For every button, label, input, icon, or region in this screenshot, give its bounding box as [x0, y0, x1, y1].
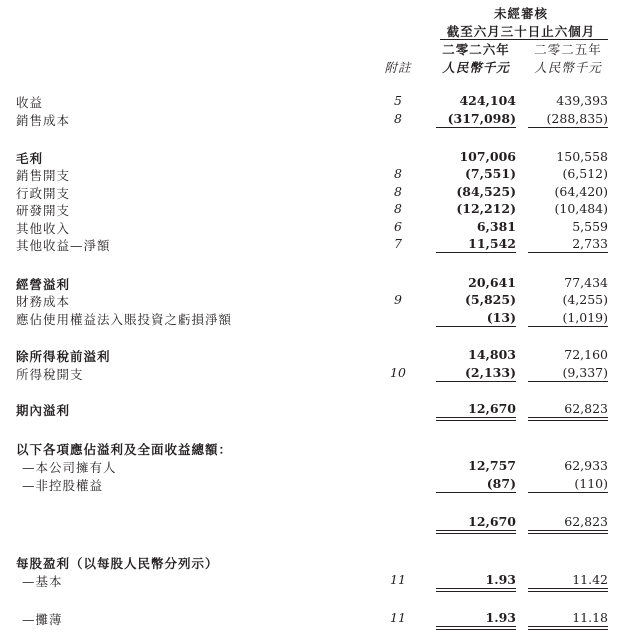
row-label: 財務成本 — [16, 294, 71, 309]
row-current-value: 1.93 — [485, 610, 516, 625]
row-previous-value: 11.42 — [572, 572, 608, 587]
row-label: —基本 — [22, 574, 63, 589]
note-column-header: 附註 — [384, 60, 412, 75]
underline-cost-of-sales-previous — [528, 127, 608, 128]
row-previous-value: (9,337) — [562, 365, 608, 380]
row-previous-value: 72,160 — [564, 347, 608, 362]
row-label: 收益 — [16, 95, 44, 110]
row-current-value: (5,825) — [465, 292, 516, 307]
row-current-value: (84,525) — [456, 184, 516, 199]
row-label: 經營溢利 — [16, 277, 71, 292]
row-previous-value: (288,835) — [546, 111, 608, 126]
row-current-value: 6,381 — [476, 219, 516, 234]
row-previous-value: 11.18 — [572, 610, 608, 625]
underline-non-controlling-current — [436, 492, 516, 493]
row-label: 研發開支 — [16, 203, 71, 218]
previous-year-header: 二零二五年 — [534, 42, 602, 57]
row-label: 行政開支 — [16, 186, 71, 201]
statement-row-profit-before-tax — [0, 347, 622, 365]
row-label: 所得稅開支 — [16, 367, 84, 382]
row-current-value: 20,641 — [468, 275, 516, 290]
row-note: 8 — [394, 111, 402, 126]
row-previous-value: 62,823 — [564, 514, 608, 529]
row-previous-value: 62,933 — [564, 458, 608, 473]
row-note: 9 — [394, 292, 402, 307]
row-previous-value: (10,484) — [554, 201, 608, 216]
row-current-value: 12,670 — [468, 514, 516, 529]
current-unit-header: 人民幣千元 — [442, 60, 510, 75]
row-current-value: (87) — [486, 476, 516, 491]
row-label: 除所得稅前溢利 — [16, 349, 111, 364]
underline-income-tax-current — [436, 381, 516, 382]
row-label: 以下各項應佔溢利及全面收益總額： — [16, 442, 233, 457]
row-previous-value: 77,434 — [564, 275, 608, 290]
row-current-value: (7,551) — [465, 166, 516, 181]
row-note: 6 — [394, 219, 402, 234]
double-underline-attributable-current — [436, 530, 516, 534]
current-year-header: 二零二六年 — [442, 42, 510, 57]
row-note: 7 — [394, 236, 402, 251]
underline-income-tax-previous — [528, 381, 608, 382]
row-label: 期內溢利 — [16, 403, 71, 418]
row-note: 8 — [394, 201, 402, 216]
statement-row-other-income — [0, 219, 622, 237]
statement-row-attributable-heading — [0, 440, 622, 458]
double-underline-eps-basic-current — [436, 588, 516, 592]
previous-unit-header: 人民幣千元 — [534, 60, 602, 75]
row-note: 11 — [390, 572, 406, 587]
statement-row-rnd-expenses — [0, 201, 622, 219]
row-label: 其他收益—淨額 — [16, 238, 111, 253]
underline-other-gains-current — [436, 252, 516, 253]
double-underline-eps-diluted-previous — [528, 626, 608, 630]
row-note: 8 — [394, 184, 402, 199]
row-label: —攤薄 — [22, 612, 63, 627]
row-label: —非控股權益 — [22, 478, 104, 493]
double-underline-eps-basic-previous — [528, 588, 608, 592]
row-current-value: 12,670 — [468, 401, 516, 416]
underline-share-of-losses-current — [436, 326, 516, 327]
row-current-value: (2,133) — [465, 365, 516, 380]
statement-row-revenue — [0, 93, 622, 111]
row-current-value: 424,104 — [459, 93, 516, 108]
row-previous-value: (110) — [574, 476, 608, 491]
row-previous-value: 439,393 — [556, 93, 608, 108]
row-label: 銷售開支 — [16, 168, 71, 183]
double-underline-profit-previous — [528, 417, 608, 421]
statement-row-owners — [0, 458, 622, 476]
row-note: 10 — [390, 365, 406, 380]
row-label: 應佔使用權益法入賬投資之虧損淨額 — [16, 312, 233, 327]
row-current-value: (12,212) — [456, 201, 516, 216]
row-previous-value: 62,823 — [564, 401, 608, 416]
row-previous-value: 150,558 — [556, 149, 608, 164]
underline-cost-of-sales-current — [436, 127, 516, 128]
row-current-value: (317,098) — [447, 111, 516, 126]
unaudited-heading: 未經審核 — [493, 6, 548, 21]
row-current-value: 107,006 — [459, 149, 516, 164]
row-label: 其他收入 — [16, 221, 71, 236]
row-note: 8 — [394, 166, 402, 181]
row-previous-value: (64,420) — [554, 184, 608, 199]
double-underline-eps-diluted-current — [436, 626, 516, 630]
row-previous-value: 5,559 — [572, 219, 608, 234]
statement-row-gross-profit — [0, 149, 622, 167]
row-previous-value: (1,019) — [562, 310, 608, 325]
statement-row-operating-profit — [0, 275, 622, 293]
row-note: 11 — [390, 610, 406, 625]
row-current-value: 11,542 — [468, 236, 516, 251]
row-current-value: 12,757 — [468, 458, 516, 473]
row-previous-value: (4,255) — [562, 292, 608, 307]
row-current-value: (13) — [486, 310, 516, 325]
underline-non-controlling-previous — [528, 492, 608, 493]
underline-share-of-losses-previous — [528, 326, 608, 327]
row-label: 毛利 — [16, 151, 44, 166]
double-underline-attributable-previous — [528, 530, 608, 534]
period-heading: 截至六月三十日止六個月 — [446, 24, 596, 39]
row-previous-value: (6,512) — [562, 166, 608, 181]
row-label: 每股盈利（以每股人民幣分列示） — [16, 556, 219, 571]
row-label: 銷售成本 — [16, 113, 71, 128]
row-note: 5 — [394, 93, 402, 108]
statement-row-selling-expenses — [0, 166, 622, 184]
row-current-value: 14,803 — [468, 347, 516, 362]
row-label: —本公司擁有人 — [22, 460, 117, 475]
statement-row-finance-costs — [0, 292, 622, 310]
statement-row-eps-heading — [0, 554, 622, 572]
row-current-value: 1.93 — [485, 572, 516, 587]
double-underline-profit-current — [436, 417, 516, 421]
statement-row-admin-expenses — [0, 184, 622, 202]
underline-other-gains-previous — [528, 252, 608, 253]
row-previous-value: 2,733 — [572, 236, 608, 251]
